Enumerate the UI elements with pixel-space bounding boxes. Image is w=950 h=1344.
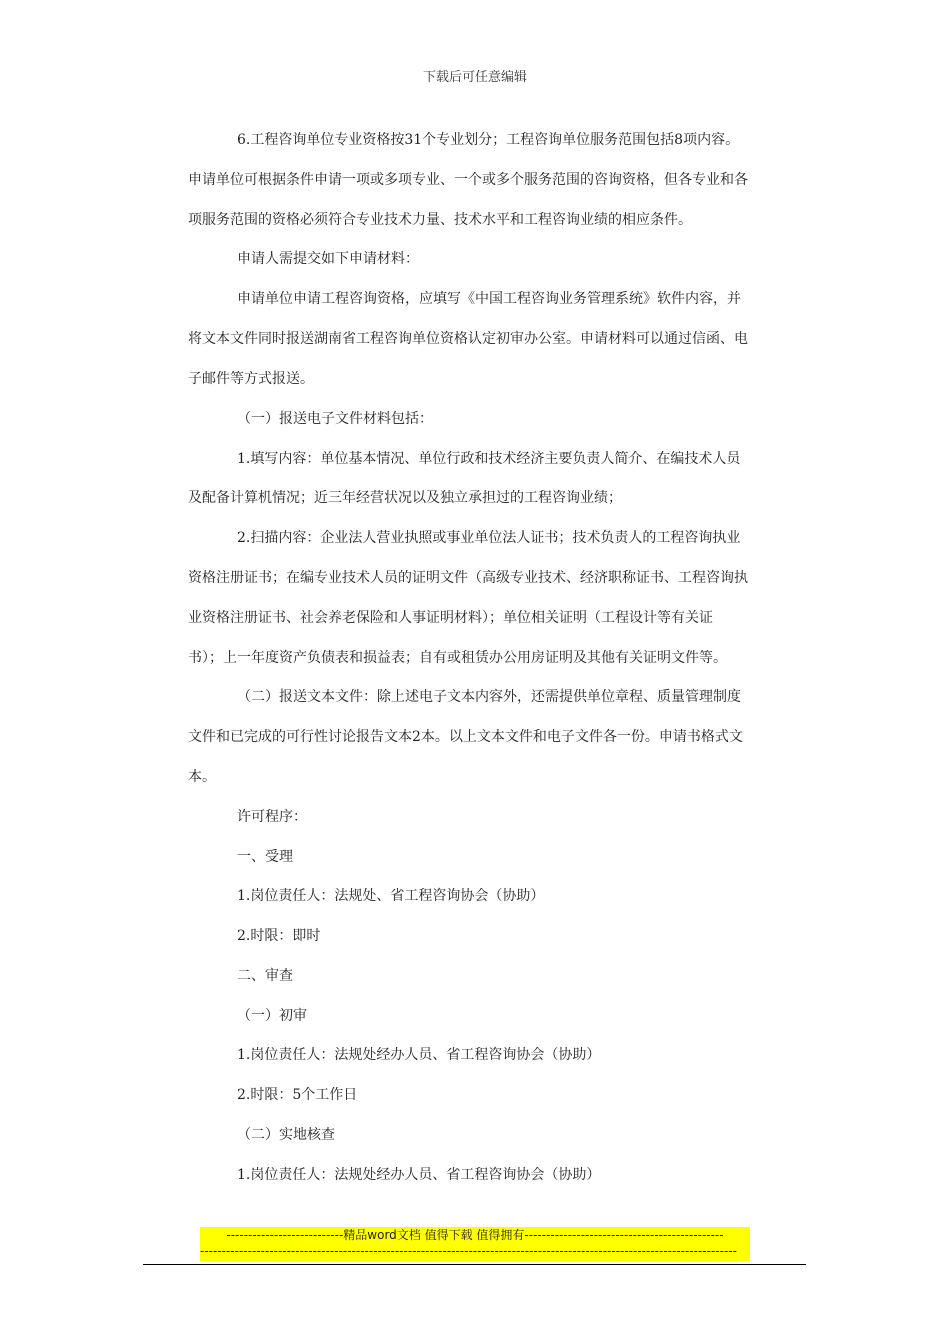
paragraph-line: 1.岗位责任人：法规处经办人员、省工程咨询协会（协助） (237, 1047, 601, 1063)
paragraph-line: 子邮件等方式报送。 (188, 371, 314, 387)
paragraph-line: 本。 (188, 769, 216, 785)
page-header: 下载后可任意编辑 (422, 70, 527, 85)
paragraph-line: 许可程序： (237, 809, 307, 825)
paragraph-line: 1.岗位责任人：法规处、省工程咨询协会（协助） (237, 888, 545, 904)
paragraph-line: 申请单位申请工程咨询资格，应填写《中国工程咨询业务管理系统》软件内容，并 (237, 291, 741, 307)
paragraph-line: 2.扫描内容：企业法人营业执照或事业单位法人证书；技术负责人的工程咨询执业 (237, 530, 741, 546)
paragraph-line: 资格注册证书；在编专业技术人员的证明文件（高级专业技术、经济职称证书、工程咨询执 (188, 570, 748, 586)
paragraph-line: （一）报送电子文件材料包括： (237, 411, 433, 427)
footer-banner (200, 1227, 750, 1261)
paragraph-line: 2.时限：即时 (237, 928, 321, 944)
paragraph-line: 1.填写内容：单位基本情况、单位行政和技术经济主要负责人简介、在编技术人员 (237, 451, 741, 467)
paragraph-line: 申请人需提交如下申请材料： (237, 251, 419, 267)
paragraph-line: （二）报送文本文件：除上述电子文本内容外，还需提供单位章程、质量管理制度 (237, 689, 741, 705)
footer-banner-text: ---------------------------精品word文档 值得下载 值得拥有---------------------------------------------- (226, 1228, 724, 1242)
paragraph-line: 项服务范围的资格必须符合专业技术力量、技术水平和工程咨询业绩的相应条件。 (188, 212, 692, 228)
paragraph-line: 一、受理 (237, 849, 293, 865)
paragraph-line: 1.岗位责任人：法规处经办人员、省工程咨询协会（协助） (237, 1167, 601, 1183)
paragraph-line: 书）；上一年度资产负债表和损益表；自有或租赁办公用房证明及其他有关证明文件等。 (188, 650, 727, 666)
paragraph-line: 及配备计算机情况；近三年经营状况以及独立承担过的工程咨询业绩； (188, 490, 622, 506)
paragraph-line: 6.工程咨询单位专业资格按31个专业划分；工程咨询单位服务范围包括8项内容。 (237, 132, 740, 148)
paragraph-line: 将文本文件同时报送湖南省工程咨询单位资格认定初审办公室。申请材料可以通过信函、电 (188, 331, 748, 347)
paragraph-line: 文件和已完成的可行性讨论报告文本2本。以上文本文件和电子文件各一份。申请书格式文 (188, 729, 743, 745)
paragraph-line: 二、审查 (237, 968, 293, 984)
footer-divider (143, 1264, 806, 1265)
paragraph-line: 业资格注册证书、社会养老保险和人事证明材料）；单位相关证明（工程设计等有关证 (188, 610, 713, 626)
footer-banner-dashes: ---------------------------------------------------------------------------------------------------------------------------- (200, 1244, 737, 1258)
paragraph-line: （二）实地核查 (237, 1127, 335, 1143)
paragraph-line: 2.时限：5个工作日 (237, 1087, 358, 1103)
paragraph-line: （一）初审 (237, 1008, 307, 1024)
paragraph-line: 申请单位可根据条件申请一项或多项专业、一个或多个服务范围的咨询资格，但各专业和各 (188, 172, 748, 188)
